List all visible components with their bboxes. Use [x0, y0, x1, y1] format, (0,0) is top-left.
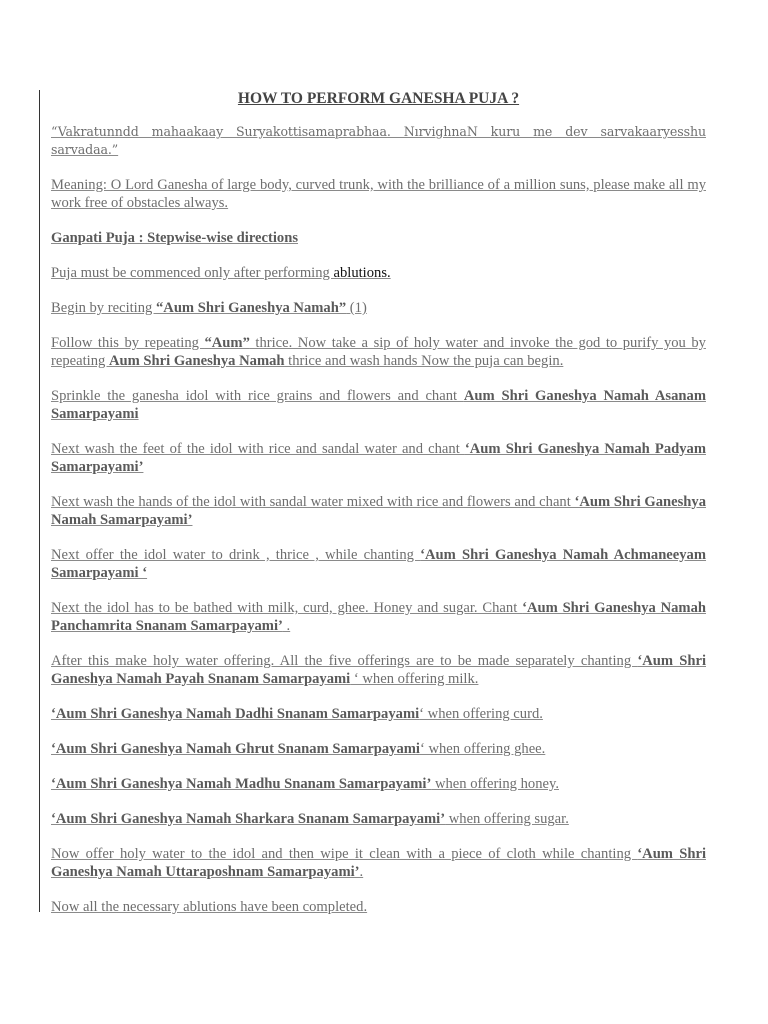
section-heading: Ganpati Puja : Stepwise-wise directions — [51, 230, 299, 246]
bathe-paragraph: Next the idol has to be bathed with milk, curd, ghee. Honey and sugar. Chant ‘Aum Shri Ganeshya Namah Panchamrita Snanam Samarpayami’ . — [51, 600, 707, 634]
sprinkle-paragraph: Sprinkle the ganesha idol with rice grains and flowers and chant Aum Shri Ganeshya Namah Asanam Samarpayami — [51, 388, 706, 422]
document-body — [51, 90, 706, 933]
margin-rule — [39, 90, 40, 912]
holy-water-paragraph: After this make holy water offering. All the five offerings are to be made separately chanting ‘Aum Shri Ganeshya Namah Payah Snanam Samarpayami ‘ when offering milk. — [51, 653, 706, 687]
completed-paragraph: Now all the necessary ablutions have been completed. — [51, 899, 368, 915]
drink-paragraph: Next offer the idol water to drink , thrice , while chanting ‘Aum Shri Ganeshya Namah Achmaneeyam Samarpayami ‘ — [51, 547, 707, 581]
begin-paragraph: Begin by reciting “Aum Shri Ganeshya Namah” (1) — [51, 300, 367, 316]
ablutions-word: ablutions. — [333, 265, 391, 281]
ablutions-paragraph: Puja must be commenced only after performing ablutions. — [51, 265, 391, 281]
follow-paragraph: Follow this by repeating “Aum” thrice. Now take a sip of holy water and invoke the god to purify you by repeating Aum Shri Ganeshya Namah thrice and wash hands Now the puja can begin. — [51, 335, 706, 369]
page-title: HOW TO PERFORM GANESHA PUJA ? — [237, 90, 520, 107]
sugar-paragraph: ‘Aum Shri Ganeshya Namah Sharkara Snanam Samarpayami’ when offering sugar. — [51, 811, 569, 827]
meaning-paragraph: Meaning: O Lord Ganesha of large body, curved trunk, with the brilliance of a million suns, please make all my work free of obstacles always. — [51, 177, 706, 211]
ghee-paragraph: ‘Aum Shri Ganeshya Namah Ghrut Snanam Samarpayami‘ when offering ghee. — [51, 741, 546, 757]
honey-paragraph: ‘Aum Shri Ganeshya Namah Madhu Snanam Samarpayami’ when offering honey. — [51, 776, 559, 792]
wash-hands-paragraph: Next wash the hands of the idol with sandal water mixed with rice and flowers and chant ‘Aum Shri Ganeshya Namah Samarpayami’ — [51, 494, 706, 528]
mantra-quote: “Vakratunndd mahaakaay Suryakottisamaprabhaa. NırvighnaN kuru me dev sarvakaaryesshu sarvadaa.” — [51, 124, 706, 157]
curd-paragraph: ‘Aum Shri Ganeshya Namah Dadhi Snanam Samarpayami‘ when offering curd. — [51, 706, 543, 722]
wipe-paragraph: Now offer holy water to the idol and then wipe it clean with a piece of cloth while chanting ‘Aum Shri Ganeshya Namah Uttaraposhnam Samarpayami’. — [51, 846, 706, 880]
wash-feet-paragraph: Next wash the feet of the idol with rice and sandal water and chant ‘Aum Shri Ganeshya Namah Padyam Samarpayami’ — [51, 441, 707, 475]
